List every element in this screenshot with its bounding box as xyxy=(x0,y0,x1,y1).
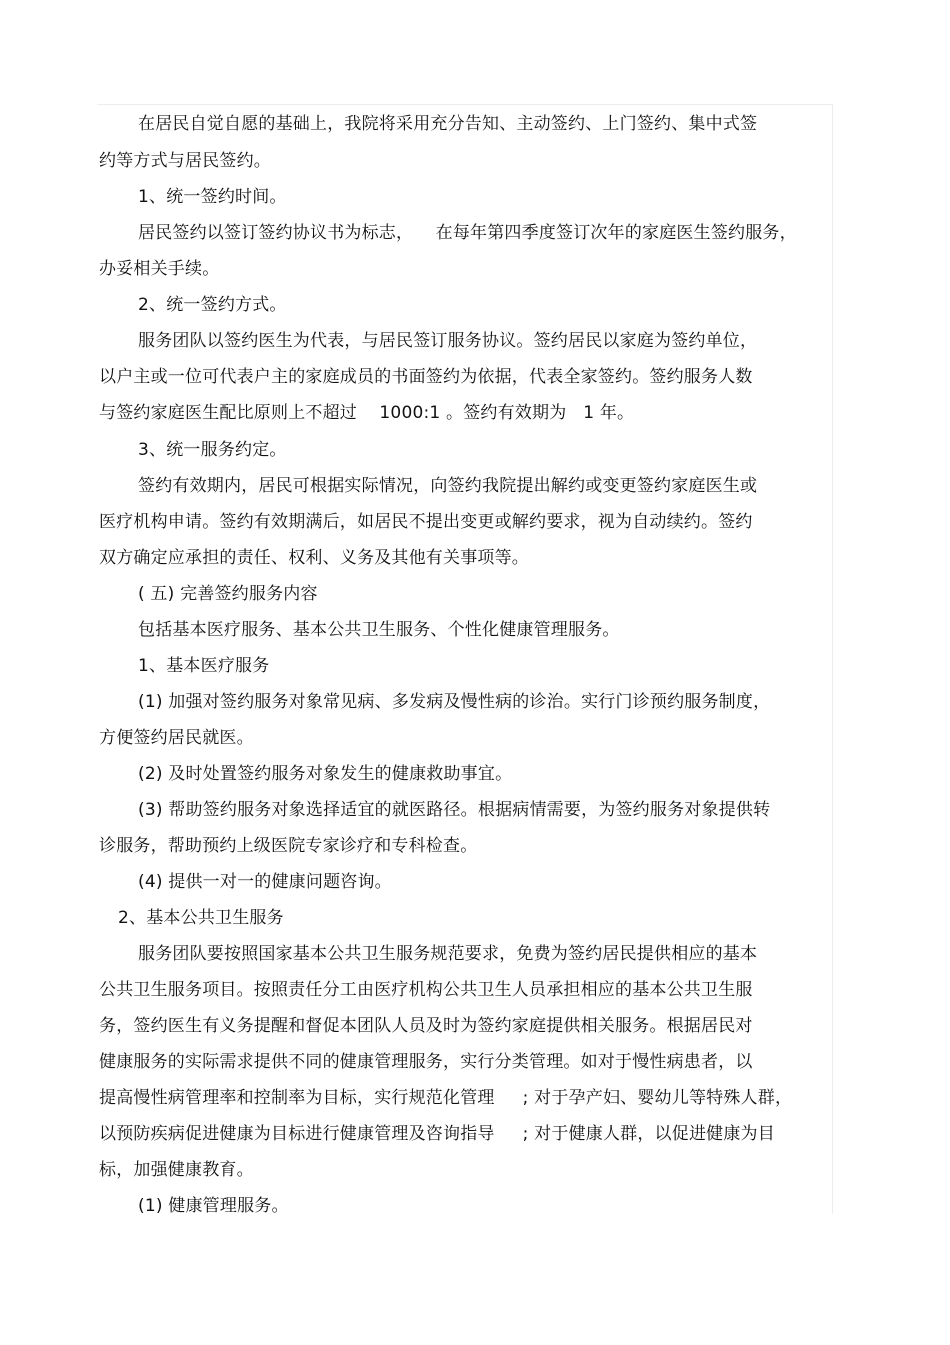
section-heading: 3、统一服务约定。 xyxy=(138,440,287,460)
paragraph-line: 标，加强健康教育。 xyxy=(99,1160,254,1180)
paragraph-line: 医疗机构申请。签约有效期满后，如居民不提出变更或解约要求，视为自动续约。签约 xyxy=(99,512,753,532)
paragraph-line: 办妥相关手续。 xyxy=(99,259,220,279)
paragraph-line: 以预防疾病促进健康为目标进行健康管理及咨询指导 ; 对于健康人群，以促进健康为目 xyxy=(99,1124,775,1144)
paragraph-line: 务，签约医生有义务提醒和督促本团队人员及时为签约家庭提供相关服务。根据居民对 xyxy=(99,1016,753,1036)
paragraph-line: (1) 加强对签约服务对象常见病、多发病及慢性病的诊治。实行门诊预约服务制度， xyxy=(138,692,771,712)
paragraph-line: 健康服务的实际需求提供不同的健康管理服务，实行分类管理。如对于慢性病患者，以 xyxy=(99,1052,753,1072)
paragraph-line: 双方确定应承担的责任、权利、义务及其他有关事项等。 xyxy=(99,548,529,568)
paragraph-line: (3) 帮助签约服务对象选择适宜的就医路径。根据病情需要，为签约服务对象提供转 xyxy=(138,800,771,820)
paragraph-line: 服务团队以签约医生为代表，与居民签订服务协议。签约居民以家庭为签约单位， xyxy=(138,331,758,351)
paragraph-line: 居民签约以签订签约协议书为标志， 在每年第四季度签订次年的家庭医生签约服务， xyxy=(138,223,797,243)
paragraph-line: 诊服务，帮助预约上级医院专家诊疗和专科检查。 xyxy=(99,836,478,856)
paragraph-line: 包括基本医疗服务、基本公共卫生服务、个性化健康管理服务。 xyxy=(138,620,620,640)
paragraph-line: 以户主或一位可代表户主的家庭成员的书面签约为依据，代表全家签约。签约服务人数 xyxy=(99,367,753,387)
paragraph-line: 约等方式与居民签约。 xyxy=(99,151,271,171)
paragraph-line: 在居民自觉自愿的基础上，我院将采用充分告知、主动签约、上门签约、集中式签 xyxy=(138,114,758,134)
paragraph-line: 与签约家庭医生配比原则上不超过 1000:1 。签约有效期为 1 年。 xyxy=(99,403,635,423)
section-heading: ( 五) 完善签约服务内容 xyxy=(138,584,318,604)
section-heading: 1、基本医疗服务 xyxy=(138,656,270,676)
section-heading: 2、统一签约方式。 xyxy=(138,295,287,315)
paragraph-line: 服务团队要按照国家基本公共卫生服务规范要求，免费为签约居民提供相应的基本 xyxy=(138,944,758,964)
section-heading: 2、基本公共卫生服务 xyxy=(118,908,284,928)
paragraph-line: (4) 提供一对一的健康问题咨询。 xyxy=(138,872,392,892)
paragraph-line: 方便签约居民就医。 xyxy=(99,728,254,748)
paragraph-line: 提高慢性病管理率和控制率为目标，实行规范化管理 ; 对于孕产妇、婴幼儿等特殊人群， xyxy=(99,1088,793,1108)
paragraph-line: (2) 及时处置签约服务对象发生的健康救助事宜。 xyxy=(138,764,513,784)
paragraph-line: 公共卫生服务项目。按照责任分工由医疗机构公共卫生人员承担相应的基本公共卫生服 xyxy=(99,980,753,1000)
paragraph-line: (1) 健康管理服务。 xyxy=(138,1196,289,1216)
paragraph-line: 签约有效期内，居民可根据实际情况，向签约我院提出解约或变更签约家庭医生或 xyxy=(138,476,758,496)
section-heading: 1、统一签约时间。 xyxy=(138,187,287,207)
